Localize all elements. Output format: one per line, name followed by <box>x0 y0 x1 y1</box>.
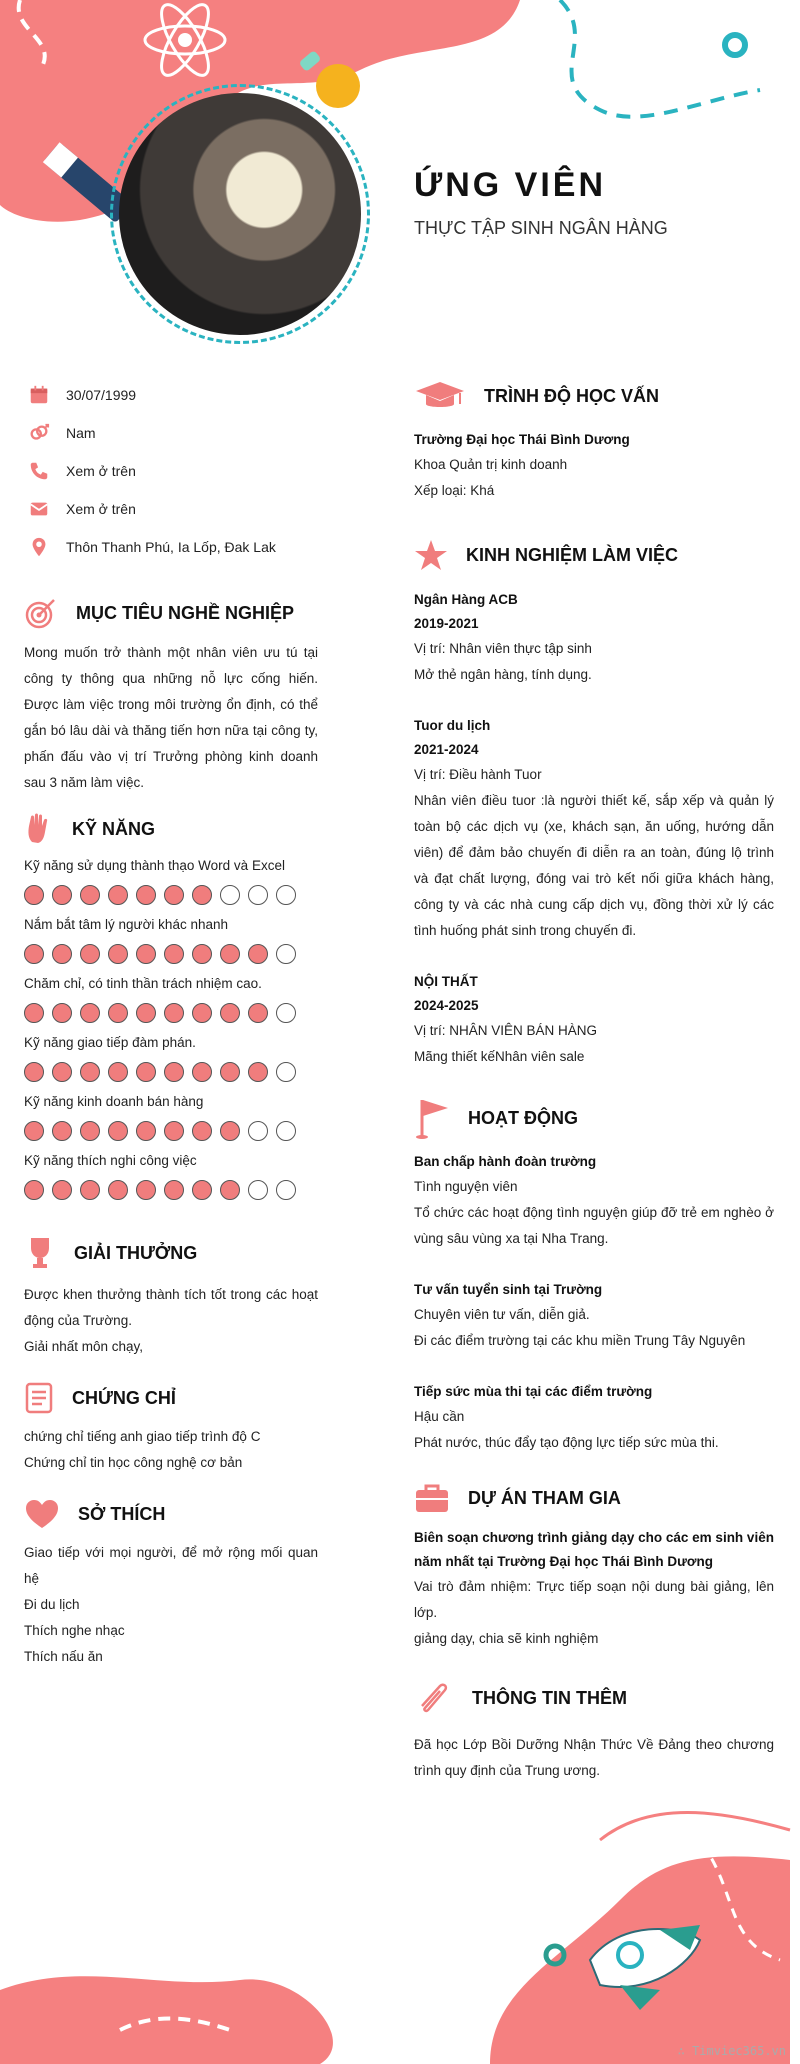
graduation-cap-icon <box>414 380 466 412</box>
rating-dot <box>80 885 100 905</box>
award-line: Giải nhất môn chạy, <box>24 1339 144 1354</box>
contact-birthday <box>24 376 318 414</box>
rating-dot <box>136 1062 156 1082</box>
certificate-icon <box>24 1382 54 1414</box>
rating-dot <box>276 1180 296 1200</box>
activities-list <box>414 1150 774 1456</box>
experience-period: 2021-2024 <box>414 742 479 757</box>
skill-name: Nắm bắt tâm lý người khác nhanh <box>24 917 228 932</box>
rating-dot <box>80 944 100 964</box>
skill-name: Kỹ năng kinh doanh bán hàng <box>24 1094 204 1109</box>
additional-heading: THÔNG TIN THÊM <box>414 1678 774 1718</box>
avatar <box>110 84 370 344</box>
experience-title: NỘI THẤT <box>414 974 478 989</box>
skill-name: Kỹ năng thích nghi công việc <box>24 1153 197 1168</box>
skill-rating <box>24 885 318 905</box>
skills-list <box>24 858 318 1200</box>
experience-line: Vị trí: Điều hành Tuor <box>414 767 542 782</box>
contact-text: Xem ở trên <box>66 463 136 479</box>
activity-entry <box>414 1150 774 1252</box>
rating-dot <box>220 885 240 905</box>
rating-dot <box>276 944 296 964</box>
experience-entry <box>414 714 774 944</box>
rating-dot <box>192 1180 212 1200</box>
heart-icon <box>24 1498 60 1530</box>
location-icon <box>28 536 50 558</box>
email-icon <box>28 498 50 520</box>
phone-icon <box>28 460 50 482</box>
rating-dot <box>276 1062 296 1082</box>
skill-name: Kỹ năng sử dụng thành thạo Word và Excel <box>24 858 285 873</box>
rating-dot <box>248 885 268 905</box>
rating-dot <box>80 1003 100 1023</box>
hobby-line: Thích nấu ăn <box>24 1649 103 1664</box>
experience-line: Mở thẻ ngân hàng, tính dụng. <box>414 667 592 682</box>
activity-title: Ban chấp hành đoàn trường <box>414 1154 597 1169</box>
paperclip-icon <box>414 1678 454 1718</box>
contact-text: Xem ở trên <box>66 501 136 517</box>
skill-rating <box>24 1003 318 1023</box>
rating-dot <box>108 1062 128 1082</box>
experience-entry <box>414 588 774 688</box>
rating-dot <box>136 885 156 905</box>
rating-dot <box>80 1180 100 1200</box>
activity-line: Tổ chức các hoạt động tình nguyện giúp đỡ trẻ em nghèo ở vùng sâu vùng xa tại Nha Trang. <box>414 1205 774 1246</box>
rating-dot <box>136 944 156 964</box>
project-entry: Biên soạn chương trình giảng dạy cho các em sinh viên năm nhất tại Trường Đại học Thái Bình Dương Vai trò đảm nhiệm: Trực tiếp soạn nội dung bài giảng, lên lớp. giảng dạy, chia sẽ kinh nghiệm <box>414 1530 774 1646</box>
rating-dot <box>192 1003 212 1023</box>
rating-dot <box>24 1003 44 1023</box>
experience-list <box>414 588 774 1070</box>
briefcase-icon <box>414 1482 450 1514</box>
gender-icon <box>28 422 50 444</box>
experience-title: Ngân Hàng ACB <box>414 592 518 607</box>
star-icon <box>414 538 448 572</box>
rating-dot <box>220 1121 240 1141</box>
activity-entry <box>414 1380 774 1456</box>
hobby-line: Đi du lịch <box>24 1597 80 1612</box>
additional-text: Đã học Lớp Bồi Dưỡng Nhận Thức Về Đảng theo chương trình quy định của Trung ương. <box>414 1737 774 1778</box>
contact-email <box>24 490 318 528</box>
left-column <box>24 376 318 1670</box>
rating-dot <box>220 944 240 964</box>
skill-rating <box>24 1062 318 1082</box>
rating-dot <box>52 1121 72 1141</box>
activity-entry <box>414 1278 774 1354</box>
rating-dot <box>164 885 184 905</box>
rating-dot <box>276 1121 296 1141</box>
flag-icon <box>414 1096 450 1140</box>
rating-dot <box>80 1121 100 1141</box>
experience-line: Mãng thiết kếNhân viên sale <box>414 1049 585 1064</box>
contact-text: Thôn Thanh Phú, Ia Lốp, Đak Lak <box>66 539 276 555</box>
projects-heading: DỰ ÁN THAM GIA <box>414 1482 774 1514</box>
rating-dot <box>24 1180 44 1200</box>
activity-title: Tiếp sức mùa thi tại các điểm trường <box>414 1384 653 1399</box>
candidate-role: THỰC TẬP SINH NGÂN HÀNG <box>414 218 668 238</box>
rating-dot <box>24 885 44 905</box>
activity-line: Phát nước, thúc đẩy tạo động lực tiếp sức mùa thi. <box>414 1435 719 1450</box>
experience-heading: KINH NGHIỆM LÀM VIỆC <box>414 538 774 572</box>
certificate-line: Chứng chỉ tin học công nghệ cơ bản <box>24 1455 243 1470</box>
skill-rating <box>24 944 318 964</box>
rating-dot <box>192 1121 212 1141</box>
rating-dot <box>108 885 128 905</box>
rating-dot <box>108 1003 128 1023</box>
rating-dot <box>136 1121 156 1141</box>
skill-rating <box>24 1180 318 1200</box>
rating-dot <box>164 1062 184 1082</box>
experience-title: Tuor du lịch <box>414 718 491 733</box>
watermark: ∴ Timviec365.vn <box>677 2044 786 2058</box>
rating-dot <box>164 1121 184 1141</box>
experience-line: Nhân viên điều tuor :là người thiết kế, sắp xếp và quản lý toàn bộ các dịch vụ (xe, khách sạn, ăn uống, hướng dẫn viên) để đảm bảo chuyến đi diễn ra an toàn, đúng lộ trình và đạt chất lượng, đóng vai trò kết nối giữa khách hàng, công ty và các nhà cung cấp dịch vụ, đồng thời xử lý các tình huống phát sinh trong chuyến đi. <box>414 793 774 938</box>
certificate-line: chứng chỉ tiếng anh giao tiếp trình độ C <box>24 1429 261 1444</box>
certificates-heading: CHỨNG CHỈ <box>24 1382 318 1414</box>
objective-text: Mong muốn trở thành một nhân viên ưu tú tại công ty thông qua những nỗ lực cống hiến. Được làm việc trong môi trường ổn định, có thể gắn bó lâu dài và thăng tiến hơn nữa tại công ty, phấn đấu vào vị trí Trưởng phòng kinh doanh sau 3 năm làm việc. <box>24 645 318 790</box>
rating-dot <box>108 1180 128 1200</box>
rating-dot <box>108 1121 128 1141</box>
education-entry: Trường Đại học Thái Bình Dương Khoa Quản trị kinh doanh Xếp loại: Khá <box>414 432 630 498</box>
experience-entry <box>414 970 774 1070</box>
target-icon <box>24 596 58 630</box>
rating-dot <box>192 944 212 964</box>
contact-address <box>24 528 318 566</box>
rating-dot <box>52 944 72 964</box>
rating-dot <box>248 1121 268 1141</box>
trophy-icon <box>24 1234 56 1272</box>
experience-line: Vị trí: Nhân viên thực tập sinh <box>414 641 592 656</box>
activity-title: Tư vấn tuyển sinh tại Trường <box>414 1282 603 1297</box>
rating-dot <box>52 885 72 905</box>
activity-line: Chuyên viên tư vấn, diễn giả. <box>414 1307 590 1322</box>
hobby-line: Giao tiếp với mọi người, để mở rộng mối quan hệ <box>24 1545 318 1586</box>
rating-dot <box>136 1003 156 1023</box>
contact-gender <box>24 414 318 452</box>
rating-dot <box>24 944 44 964</box>
rating-dot <box>248 1062 268 1082</box>
hand-icon <box>24 812 54 846</box>
hobbies-heading: SỞ THÍCH <box>24 1498 318 1530</box>
rating-dot <box>248 1180 268 1200</box>
skill-name: Kỹ năng giao tiếp đàm phán. <box>24 1035 196 1050</box>
calendar-icon <box>28 384 50 406</box>
rating-dot <box>24 1121 44 1141</box>
rating-dot <box>192 1062 212 1082</box>
rating-dot <box>248 1003 268 1023</box>
activity-line: Tình nguyện viên <box>414 1179 518 1194</box>
awards-heading: GIẢI THƯỞNG <box>24 1234 318 1272</box>
rating-dot <box>276 885 296 905</box>
candidate-name: ỨNG VIÊN <box>414 166 607 204</box>
activity-line: Đi các điểm trường tại các khu miền Trung Tây Nguyên <box>414 1333 746 1348</box>
rating-dot <box>164 1180 184 1200</box>
contact-text: 30/07/1999 <box>66 387 137 403</box>
skill-name: Chăm chỉ, có tinh thần trách nhiệm cao. <box>24 976 262 991</box>
experience-period: 2024-2025 <box>414 998 479 1013</box>
rating-dot <box>276 1003 296 1023</box>
education-heading: TRÌNH ĐỘ HỌC VẤN <box>414 380 774 412</box>
rating-dot <box>52 1180 72 1200</box>
skill-rating <box>24 1121 318 1141</box>
right-column <box>414 380 774 1784</box>
activity-line: Hậu cần <box>414 1409 465 1424</box>
avatar-photo <box>119 93 361 335</box>
skills-heading: KỸ NĂNG <box>24 812 318 846</box>
contact-phone <box>24 452 318 490</box>
experience-line: Vị trí: NHÂN VIÊN BÁN HÀNG <box>414 1023 598 1038</box>
rating-dot <box>136 1180 156 1200</box>
rating-dot <box>164 1003 184 1023</box>
rating-dot <box>52 1062 72 1082</box>
rating-dot <box>248 944 268 964</box>
rating-dot <box>164 944 184 964</box>
rating-dot <box>80 1062 100 1082</box>
rating-dot <box>52 1003 72 1023</box>
rating-dot <box>192 885 212 905</box>
hobby-line: Thích nghe nhạc <box>24 1623 125 1638</box>
rating-dot <box>108 944 128 964</box>
contact-text: Nam <box>66 425 96 441</box>
experience-period: 2019-2021 <box>414 616 479 631</box>
award-line: Được khen thưởng thành tích tốt trong các hoạt động của Trường. <box>24 1287 318 1328</box>
activities-heading: HOẠT ĐỘNG <box>414 1096 774 1140</box>
rating-dot <box>220 1062 240 1082</box>
objective-heading: MỤC TIÊU NGHỀ NGHIỆP <box>24 596 318 630</box>
rating-dot <box>24 1062 44 1082</box>
rating-dot <box>220 1180 240 1200</box>
rating-dot <box>220 1003 240 1023</box>
